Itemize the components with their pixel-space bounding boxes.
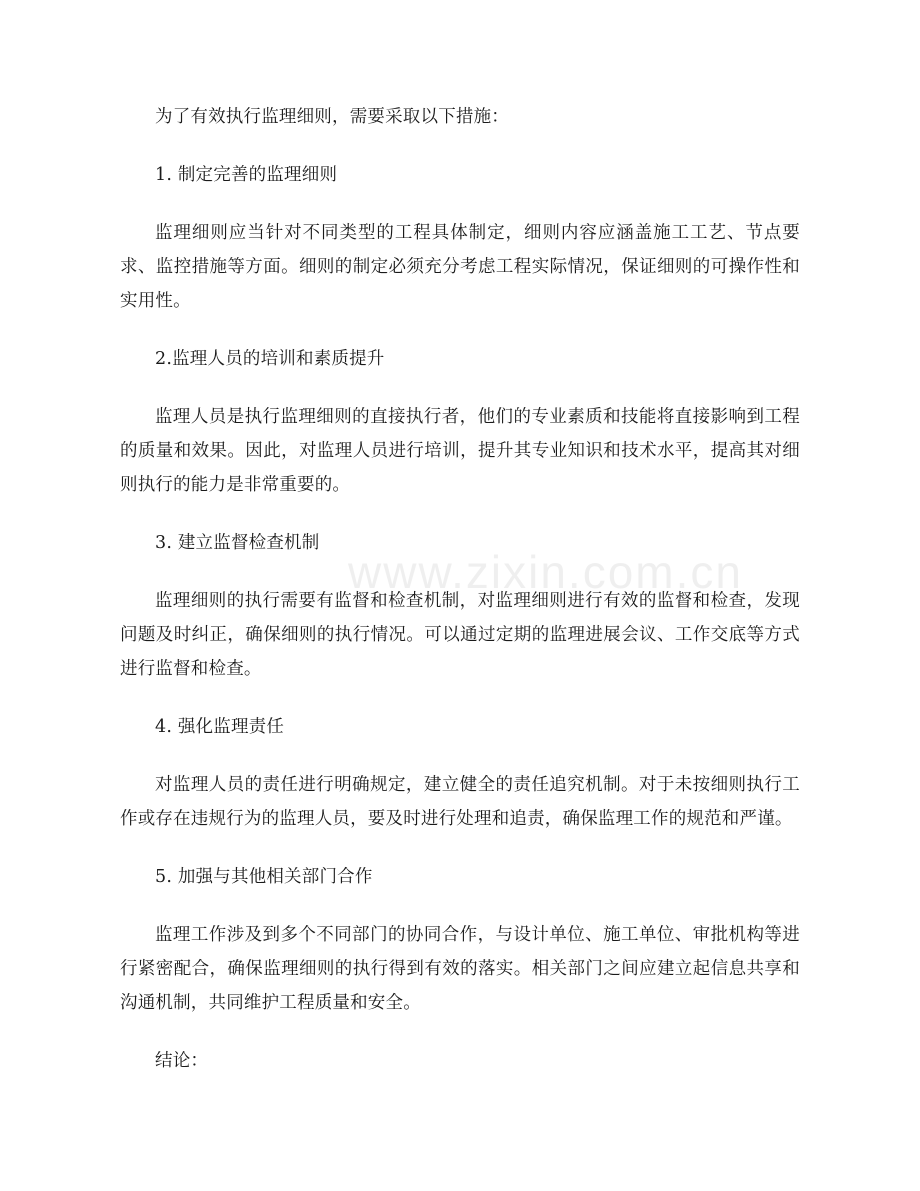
section-4-body: 对监理人员的责任进行明确规定，建立健全的责任追究机制。对于未按细则执行工作或存在违规行为的监理人员，要及时进行处理和追责，确保监理工作的规范和严谨。 <box>120 775 800 829</box>
intro-paragraph: 为了有效执行监理细则，需要采取以下措施： <box>155 107 509 127</box>
conclusion-label: 结论： <box>155 1051 209 1071</box>
section-3-body: 监理细则的执行需要有监督和检查机制，对监理细则进行有效的监督和检查，发现问题及时纠正，确保细则的执行情况。可以通过定期的监理进展会议、工作交底等方式进行监督和检查。 <box>120 591 800 679</box>
section-2-body: 监理人员是执行监理细则的直接执行者，他们的专业素质和技能将直接影响到工程的质量和效果。因此，对监理人员进行培训，提升其专业知识和技术水平，提高其对细则执行的能力是非常重要的。 <box>120 407 800 495</box>
section-1-heading: 1. 制定完善的监理细则 <box>155 165 338 185</box>
section-4-heading: 4. 强化监理责任 <box>155 717 285 737</box>
section-5-heading: 5. 加强与其他相关部门合作 <box>155 867 373 887</box>
section-1-body: 监理细则应当针对不同类型的工程具体制定，细则内容应涵盖施工工艺、节点要求、监控措施等方面。细则的制定必须充分考虑工程实际情况，保证细则的可操作性和实用性。 <box>120 223 800 311</box>
section-5-body: 监理工作涉及到多个不同部门的协同合作，与设计单位、施工单位、审批机构等进行紧密配合，确保监理细则的执行得到有效的落实。相关部门之间应建立起信息共享和沟通机制，共同维护工程质量和安全。 <box>120 925 800 1013</box>
section-2-heading: 2.监理人员的培训和素质提升 <box>155 349 385 369</box>
section-3-heading: 3. 建立监督检查机制 <box>155 533 320 553</box>
watermark: www.zixin.com.cn <box>348 546 743 598</box>
